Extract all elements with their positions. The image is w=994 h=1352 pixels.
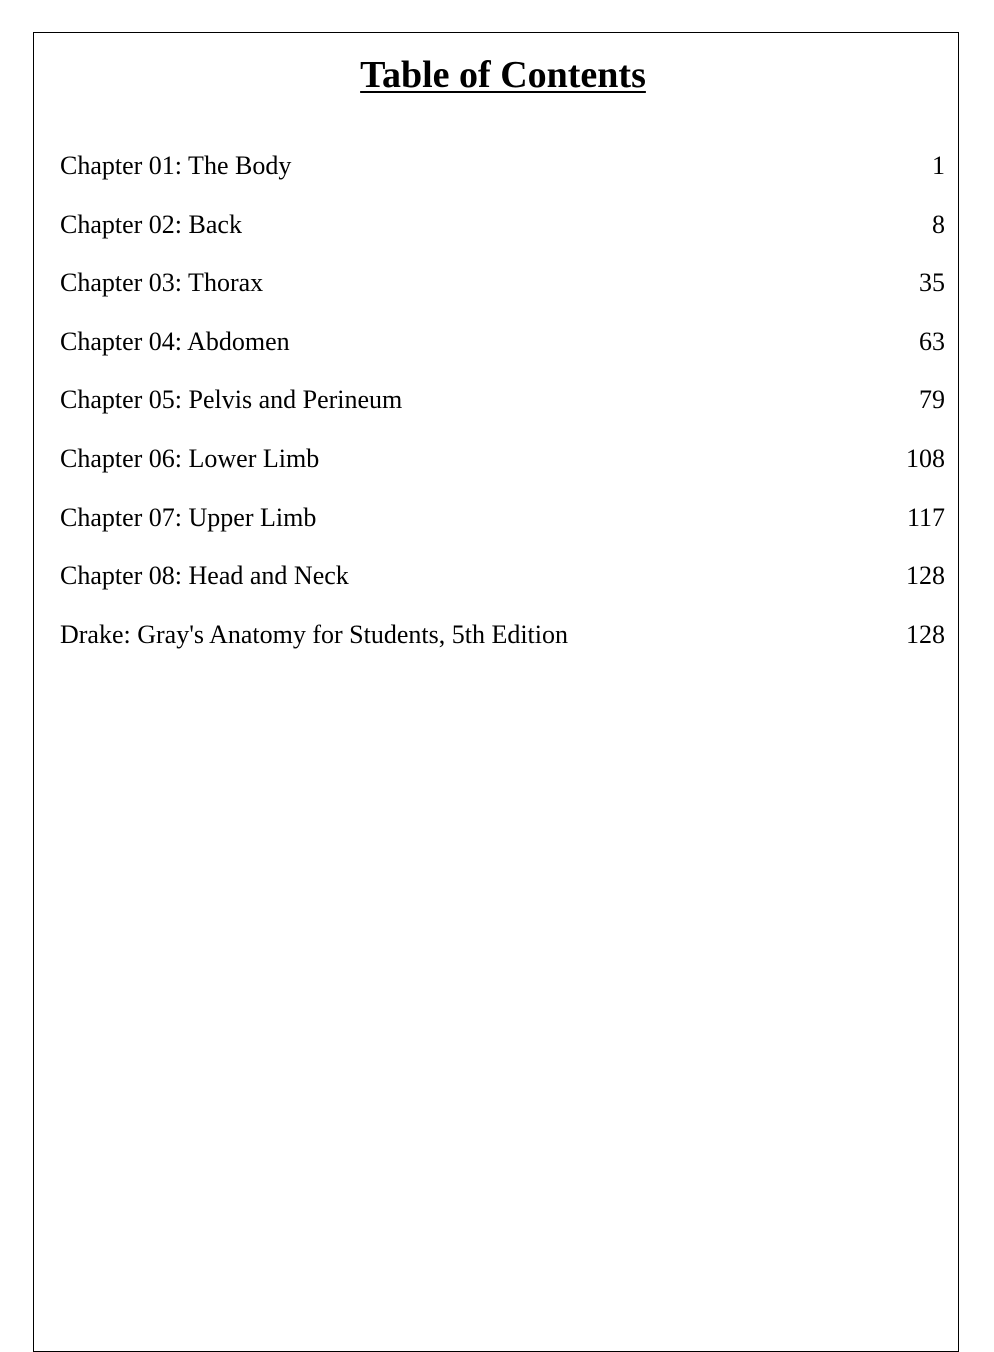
toc-entry-chapter-01[interactable] <box>60 149 945 208</box>
toc-entry-label: Chapter 01: The Body <box>60 151 292 180</box>
toc-entry-page-number: 128 <box>906 619 945 649</box>
toc-entry-page-number: 79 <box>919 385 945 415</box>
toc-entry-label: Chapter 04: Abdomen <box>60 326 290 356</box>
toc-entry-page-number: 63 <box>919 326 945 356</box>
toc-entry-label: Chapter 08: Head and Neck <box>60 561 349 591</box>
toc-entry-label: Chapter 06: Lower Limb <box>60 443 320 473</box>
toc-entry-label: Chapter 05: Pelvis and Perineum <box>60 385 403 415</box>
toc-entry-page-number: 108 <box>906 443 945 473</box>
page-title: Table of Contents <box>360 54 646 96</box>
toc-entry-page-number: 128 <box>906 561 945 591</box>
toc-entry-page-number: 35 <box>919 268 945 298</box>
toc-entry-chapter-07[interactable] <box>60 501 945 560</box>
toc-entry-chapter-06[interactable] <box>60 442 945 501</box>
toc-entry-chapter-03[interactable] <box>60 266 945 325</box>
toc-entry-label: Chapter 07: Upper Limb <box>60 502 317 532</box>
toc-entry-chapter-08[interactable] <box>60 559 945 618</box>
toc-entry-source-book[interactable] <box>60 618 945 677</box>
toc-entry-chapter-04[interactable] <box>60 325 945 384</box>
toc-entry-label: Drake: Gray's Anatomy for Students, 5th Edition <box>60 619 569 649</box>
toc-list <box>60 149 945 676</box>
toc-entry-label: Chapter 02: Back <box>60 209 242 239</box>
toc-entry-label: Chapter 03: Thorax <box>60 268 264 298</box>
toc-entry-chapter-05[interactable] <box>60 383 945 442</box>
toc-entry-page-number: 1 <box>932 151 945 180</box>
toc-entry-chapter-02[interactable] <box>60 208 945 267</box>
toc-entry-page-number: 117 <box>906 502 945 532</box>
toc-entry-page-number: 8 <box>932 209 945 239</box>
